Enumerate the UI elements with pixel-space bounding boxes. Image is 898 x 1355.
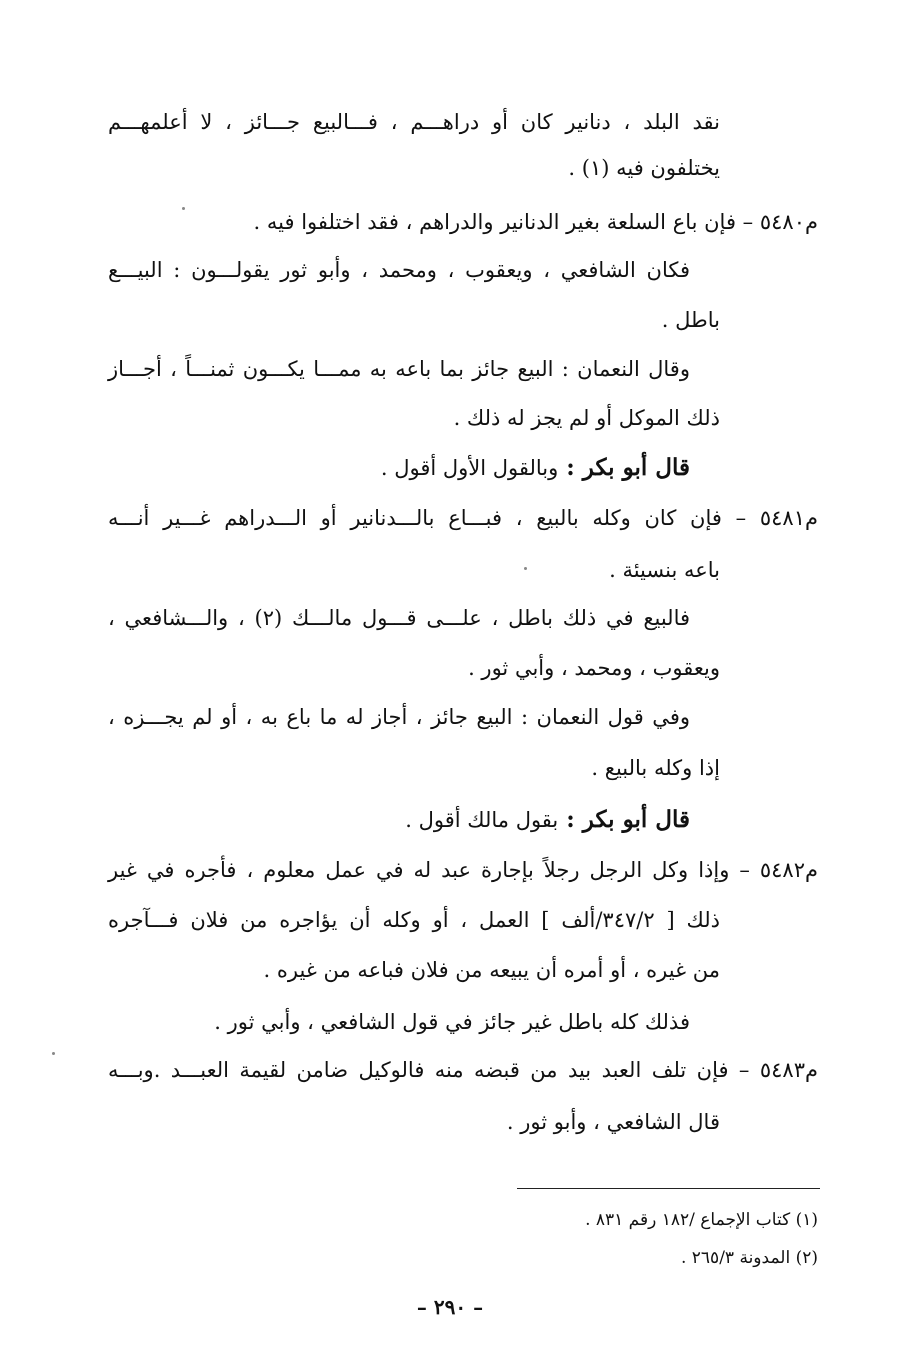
page-number: – ٢٩٠ –	[416, 1295, 484, 1319]
text-line: ذلك [ ٣٤٧/٢/ألف ] العمل ، أو وكله أن يؤاجره من فلان فـــآجره	[108, 908, 720, 932]
speck	[182, 207, 185, 210]
text-line: فذلك كله باطل غير جائز في قول الشافعي ، وأبي ثور .	[214, 1010, 690, 1034]
text-line: إذا وكله بالبيع .	[591, 756, 720, 780]
section-heading	[381, 456, 690, 479]
text-line: وقال النعمان : البيع جائز بما باعه به ممـــا يكـــون ثمنـــاً ، أجـــاز	[108, 357, 690, 381]
text-line: وفي قول النعمان : البيع جائز ، أجاز له ما باع به ، أو لم يجـــزه ،	[108, 705, 690, 729]
text-line: فكان الشافعي ، ويعقوب ، ومحمد ، وأبو ثور يقولـــون : البيـــع	[108, 258, 690, 282]
speck	[52, 1052, 55, 1055]
text-line: فالبيع في ذلك باطل ، علـــى قـــول مالـــك (٢) ، والـــشافعي ،	[108, 606, 691, 630]
heading-label: قال أبو بكر :	[566, 454, 690, 481]
text-line: ذلك الموكل أو لم يجز له ذلك .	[453, 406, 720, 430]
text-line: نقد البلد ، دنانير كان أو دراهـــم ، فـــالبيع جـــائز ، لا أعلمهـــم	[108, 110, 720, 134]
footnote-separator	[517, 1188, 820, 1189]
heading-label: قال أبو بكر :	[566, 806, 690, 833]
footnote-2: (٢) المدونة ٢٦٥/٣ .	[680, 1248, 818, 1268]
text-line: من غيره ، أو أمره أن يبيعه من فلان فباعه من غيره .	[263, 958, 720, 982]
heading-text: بقول مالك أقول .	[405, 808, 559, 832]
entry-5483: م٥٤٨٣ – فإن تلف العبد بيد من قبضه منه فالوكيل ضامن لقيمة العبـــد .وبـــه	[108, 1058, 818, 1082]
text-line: قال الشافعي ، وأبو ثور .	[506, 1110, 720, 1134]
text-line: يختلفون فيه (١) .	[568, 156, 720, 180]
text-line: باعه بنسيئة .	[609, 558, 720, 582]
text-line: ويعقوب ، ومحمد ، وأبي ثور .	[468, 656, 720, 680]
text-line: باطل .	[661, 308, 720, 332]
heading-text: وبالقول الأول أقول .	[380, 456, 559, 480]
entry-5480: م٥٤٨٠ – فإن باع السلعة بغير الدنانير والدراهم ، فقد اختلفوا فيه .	[253, 210, 818, 234]
entry-5481: م٥٤٨١ – فإن كان وكله بالبيع ، فبـــاع بالـــدنانير أو الـــدراهم غـــير أنـــه	[108, 506, 818, 530]
entry-5482: م٥٤٨٢ – وإذا وكل الرجل رجلاً بإجارة عبد له في عمل معلوم ، فأجره في غير	[108, 858, 818, 882]
footnote-1: (١) كتاب الإجماع /١٨٢ رقم ٨٣١ .	[585, 1210, 818, 1230]
speck	[524, 567, 527, 570]
section-heading	[405, 808, 690, 831]
